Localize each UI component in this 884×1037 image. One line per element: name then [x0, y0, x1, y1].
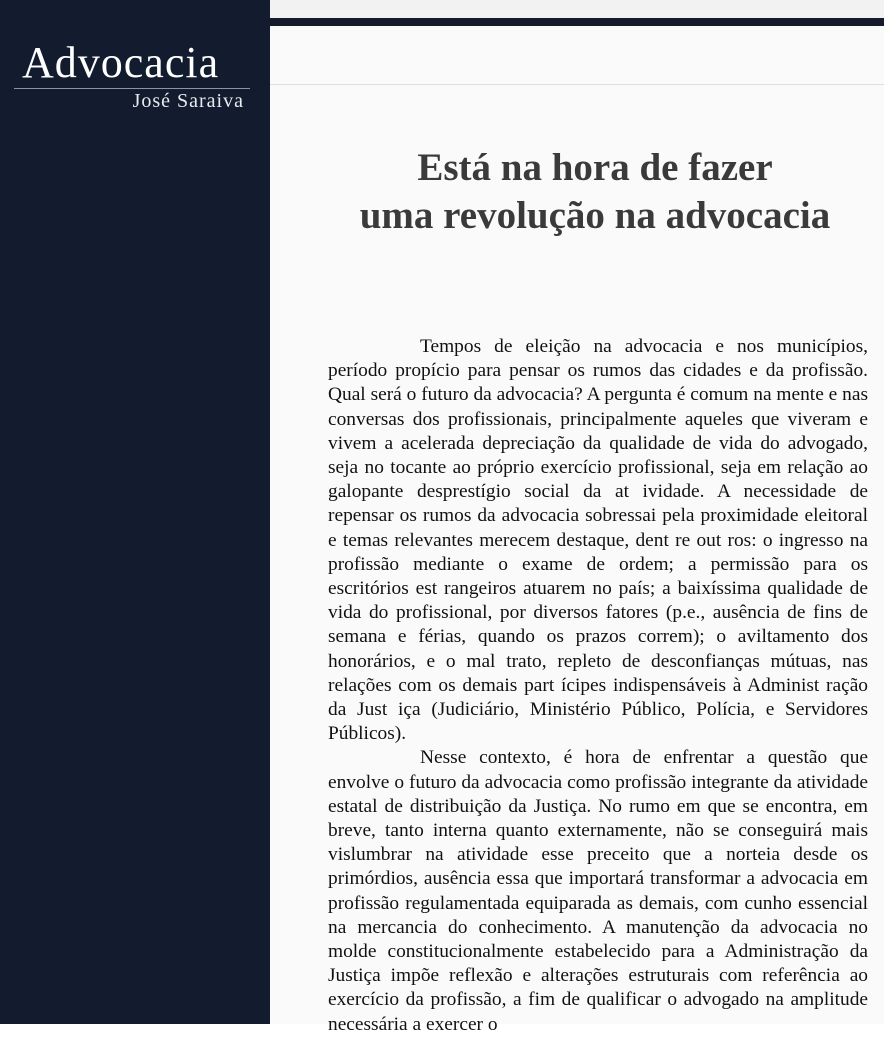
top-bar-rule — [270, 18, 884, 26]
brand-title: Advocacia — [22, 38, 220, 87]
top-bar — [270, 0, 884, 28]
headline-line-2: uma revolução na advocacia — [359, 194, 831, 237]
header-divider — [270, 84, 884, 85]
top-bar-strip — [270, 0, 884, 18]
article-headline — [310, 144, 880, 240]
sidebar — [0, 0, 270, 1024]
headline-line-1: Está na hora de fazer — [417, 146, 773, 189]
article-paragraph-1: Tempos de eleição na advocacia e nos municípios, período propício para pensar os rumos das cidades e da profissão. Qual será o futuro da advocacia? A pergunta é comum na mente e nas conversas dos profissionais, principalmente aqueles que viveram e vivem a acelerada depreciação da qualidade de vida do advogado, seja no tocante ao próprio exercício profissional, seja em relação ao galopante desprestígio social da at ividade. A necessidade de repensar os rumos da advocacia sobressai pela proximidade eleitoral e temas relevantes merecem destaque, dent re out ros: o ingresso na profissão mediante o exame de ordem; a permissão para os escritórios est rangeiros atuarem no país; a baixíssima qualidade de vida do profissional, por diversos fatores (p.e., ausência de fins de semana e férias, quando os prazos correm); o aviltamento dos honorários, e o mal trato, repleto de desconfianças mútuas, nas relações com os demais part ícipes indispensáveis à Administ ração da Just iça (Judiciário, Ministério Público, Polícia, e Servidores Públicos). — [328, 336, 868, 745]
brand-subtitle: José Saraiva — [132, 90, 244, 112]
article-body — [328, 335, 868, 1037]
document-page[interactable] — [270, 26, 884, 1035]
brand-logo[interactable] — [14, 38, 250, 113]
article-paragraph-2: Nesse contexto, é hora de enfrentar a questão que envolve o futuro da advocacia como profissão integrante da atividade estatal de distribuição da Justiça. No rumo em que se encontra, em breve, tanto interna quanto externamente, não se conseguirá mais vislumbrar na atividade esse preceito que a norteia desde os primórdios, ausência essa que importará transformar a advocacia em profissão regulamentada equiparada as demais, com cunho essencial na mercancia do conhecimento. A manutenção da advocacia no molde constitucionalmente estabelecido para a Administração da Justiça impõe reflexão e alterações estruturais com referência ao exercício da profissão, a fim de qualificar o advogado na amplitude necessária a exercer o — [328, 747, 868, 1035]
